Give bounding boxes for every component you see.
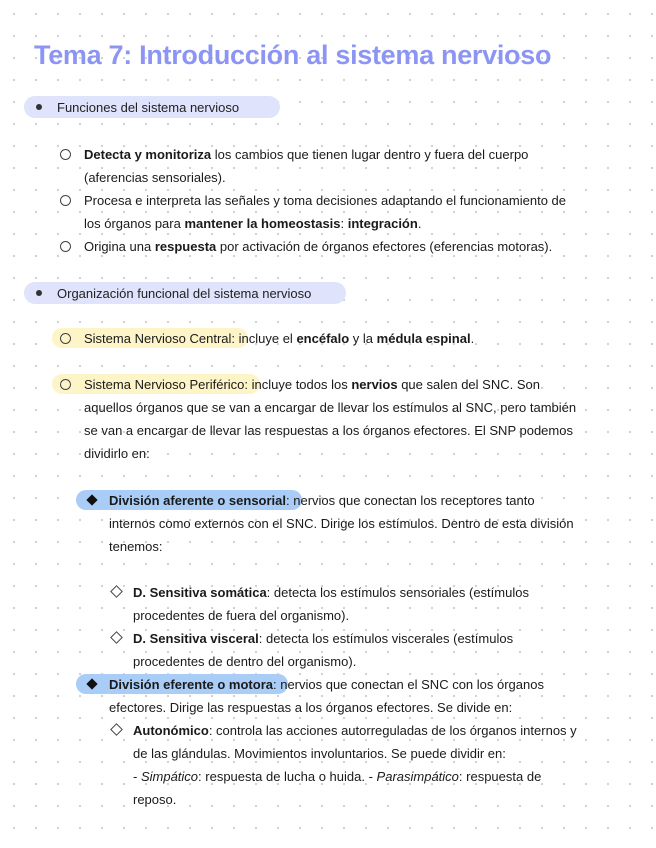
circle-bullet-icon — [60, 149, 71, 160]
circle-bullet-icon — [60, 333, 71, 344]
diamond-outline-icon — [110, 631, 123, 644]
section-heading-text: Funciones del sistema nervioso — [57, 99, 240, 115]
section-heading-text: Organización funcional del sistema nervioso — [57, 285, 312, 301]
section-heading-organizacion — [24, 282, 346, 304]
bullet-icon — [36, 290, 42, 296]
list-item: Origina una respuesta por activación de órganos efectores (eferencias motoras). — [84, 239, 553, 254]
section-heading-funciones — [24, 96, 280, 118]
list-item-snc: Sistema Nervioso Central: incluye el encéfalo y la médula espinal. — [84, 331, 475, 346]
bullet-icon — [36, 104, 42, 110]
page-title: Tema 7: Introducción al sistema nervioso — [34, 40, 552, 70]
circle-bullet-icon — [60, 241, 71, 252]
circle-bullet-icon — [60, 379, 71, 390]
list-item: Detecta y monitoriza los cambios que tienen lugar dentro y fuera del cuerpo (aferencias sensoriales). — [84, 147, 529, 185]
list-item: Procesa e interpreta las señales y toma decisiones adaptando el funcionamiento de los órganos para mantener la homeostasis: integración. — [84, 193, 567, 231]
list-item-snp: Sistema Nervioso Periférico: incluye todos los nervios que salen del SNC. Son aquellos órganos que se van a encargar de llevar los estímulos al SNC, pero también se van a encargar de llevar las respuestas a los órganos efectores. El SNP podemos dividirlo en: — [84, 377, 577, 461]
diamond-outline-icon — [110, 723, 123, 736]
list-item-aferente: División aferente o sensorial: nervios que conectan los receptores tanto internos como externos con el SNC. Dirige los estímulos. Dentro de esta división tenemos: — [109, 493, 574, 554]
list-item: D. Sensitiva visceral: detecta los estímulos viscerales (estímulos procedentes de dentro del organismo). — [133, 631, 514, 669]
circle-bullet-icon — [60, 195, 71, 206]
list-item-autonomico: Autonómico: controla las acciones autorreguladas de los órganos internos y de las glándulas. Movimientos involuntarios. Se puede dividir en: - Simpático: respuesta de lucha o huida. - Parasimpático: respuesta de reposo. — [133, 723, 577, 807]
diamond-outline-icon — [110, 585, 123, 598]
list-item-eferente: División eferente o motora: nervios que conectan el SNC con los órganos efectores. Dirige las respuestas a los órganos efectores. Se divide en: — [109, 677, 544, 715]
list-item: D. Sensitiva somática: detecta los estímulos sensoriales (estímulos procedentes de fuera del organismo). — [133, 585, 529, 623]
